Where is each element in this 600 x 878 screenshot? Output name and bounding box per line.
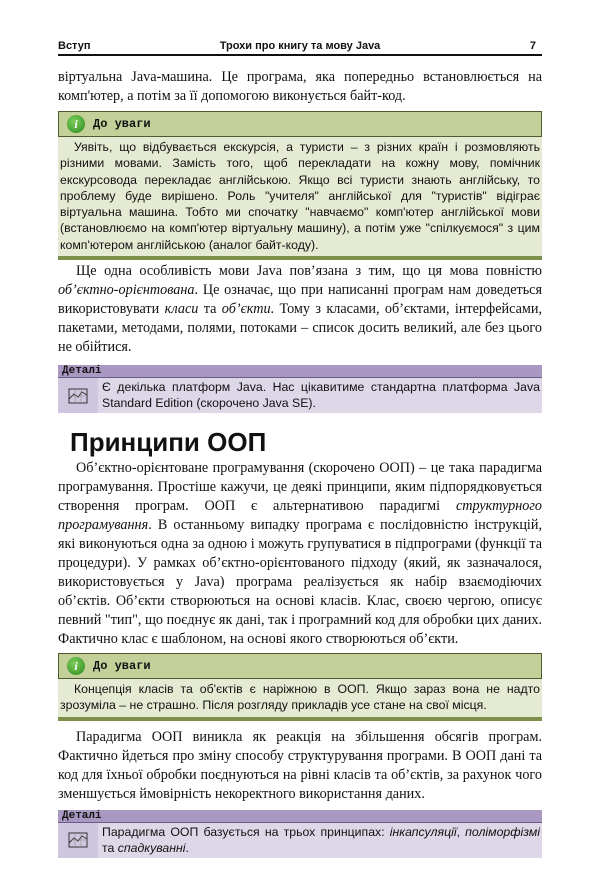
header-title: Трохи про книгу та мову Java xyxy=(219,40,381,52)
details-box xyxy=(58,365,542,413)
chart-icon xyxy=(58,823,98,858)
note-title: До уваги xyxy=(93,659,151,674)
note-text: Уявіть, що відбувається екскурсія, а туристи – з різних країн і розмовляють різними мовами. Замість того, щоб перекладати на кожну мову, помічник екскурсовода перекладає англійською. Якщо всі туристи знають англійську, то проблему буде вирішено. Роль "учителя" англійської для "туристів" відіграє віртуальна машина. Тобто ми спочатку "навчаємо" комп'ютер англійської мови (встановлюємо на комп'ютер віртуальну машину), а потім уже "спілкуємося" з цим комп'ютером англійською (аналог байт-коду). xyxy=(58,137,542,260)
header-section: Вступ xyxy=(58,40,91,52)
chart-icon xyxy=(58,378,98,413)
section-heading: Принципи ООП xyxy=(70,427,267,458)
details-title: Деталі xyxy=(58,810,542,823)
running-header xyxy=(58,40,542,56)
details-box xyxy=(58,810,542,858)
note-box xyxy=(58,111,542,260)
paragraph: Об’єктно-орієнтоване програмування (скорочено ООП) – це така парадигма програмування. Простіше кажучи, це деякі принципи, яким підпорядковується створення програм. ООП є альтернативою парадигмі структурного програмування. В останньому випадку програма є послідовністю інструкцій, які виконуються одна за одною і можуть групуватися в підпрограми (функції та процедури). У рамках об’єктно-орієнтованого підходу (який, як зазначалося, використовується у Java) програма реалізується як набір взаємодіючих об’єктів. Об’єкти створюються на основі класів. Клас, своєю чергою, описує певний "тип", що поєднує як дані, так і програмний код для обробки цих даних. Фактично клас є шаблоном, на основі якого створюються об’єкти. xyxy=(58,460,542,648)
paragraph: віртуальна Java-машина. Це програма, яка попередньо встановлюється на комп'ютер, а потім за її допомогою виконується байт-код. xyxy=(58,69,542,104)
details-text: Парадигма ООП базується на трьох принципах: інкапсуляції, поліморфізмі та спадкуванні. xyxy=(102,824,540,855)
note-text: Концепція класів та об'єктів є наріжною в ООП. Якщо зараз вона не надто зрозуміла – не страшно. Після розгляду прикладів усе стане на свої місця. xyxy=(58,679,542,721)
note-box xyxy=(58,653,542,721)
page-number: 7 xyxy=(529,40,536,52)
note-header xyxy=(58,653,542,679)
details-title: Деталі xyxy=(58,365,542,378)
info-icon: i xyxy=(67,657,85,675)
details-text: Є декілька платформ Java. Нас цікавитиме стандартна платформа Java Standard Edition (скорочено Java SE). xyxy=(102,380,540,411)
info-icon: i xyxy=(67,115,85,133)
note-header xyxy=(58,111,542,137)
paragraph: Парадигма ООП виникла як реакція на збільшення обсягів програм. Фактично йдеться про зміну способу структурування програми. В ООП дані та код для їхньої обробки поєднуються на рівні класів та об’єктів, за рахунок чого зменшується ймовірність некоректного використання даних. xyxy=(58,728,542,802)
note-title: До уваги xyxy=(93,117,151,131)
paragraph: Ще одна особливість мови Java пов’язана з тим, що ця мова повністю об’єктно-орієнтована. Це означає, що при написанні програм нам доведеться використовувати класи та об’єкти. Тому з класами, об’єктами, інтерфейсами, пакетами, методами, полями, потоками – список досить великий, але без цього не обійтися. xyxy=(58,263,542,356)
